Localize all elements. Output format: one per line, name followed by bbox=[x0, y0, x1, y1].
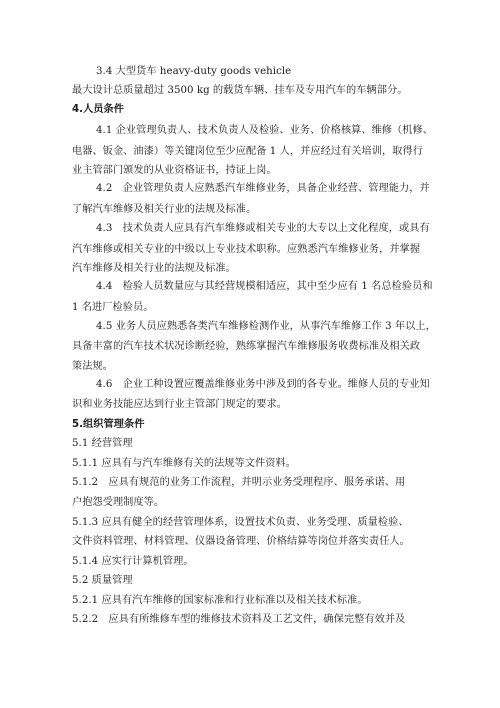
clause-4-5-cont: 具备丰富的汽车技术状况诊断经验，熟练掌握汽车维修服务收费标准及相关政 bbox=[72, 341, 421, 352]
clause-4-4: 4.4 检验人员数量应与其经营规模相适应，其中至少应有 1 名总检验员和 bbox=[96, 281, 433, 292]
clause-5-1-4: 5.1.4 应实行计算机管理。 bbox=[72, 556, 194, 567]
clause-4-6: 4.6 企业工种设置应覆盖维修业务中涉及到的各专业。维修人员的专业知 bbox=[96, 379, 430, 390]
term-3-4-title: 3.4 大型货车 heavy-duty goods vehicle bbox=[96, 66, 292, 77]
clause-5-1-1: 5.1.1 应具有与汽车维修有关的法规等文件资料。 bbox=[72, 458, 296, 469]
clause-4-1-cont: 业主管部门颁发的从业资格证书，持证上岗。 bbox=[72, 165, 277, 176]
clause-4-5-cont: 策法规。 bbox=[72, 361, 113, 372]
clause-5-1-2-cont: 户抱怨受理制度等。 bbox=[72, 497, 165, 508]
section-4-heading: 4.人员条件 bbox=[72, 104, 125, 115]
clause-4-2-cont: 了解汽车维修及相关行业的法规及标准。 bbox=[72, 204, 257, 215]
clause-4-3-cont: 汽车维修或相关专业的中级以上专业技术职称。应熟悉汽车维修业务，并掌握 bbox=[72, 244, 421, 255]
clause-4-3-cont: 汽车维修及相关行业的法规及标准。 bbox=[72, 263, 236, 274]
clause-5-2-1: 5.2.1 应具有汽车维修的国家标准和行业标准以及相关技术标准。 bbox=[72, 595, 368, 606]
clause-5-1-2: 5.1.2 应具有规范的业务工作流程，并明示业务受理程序、服务承诺、用 bbox=[72, 477, 406, 488]
clause-5-1-3: 5.1.3 应具有健全的经营管理体系，设置技术负责、业务受理、质量检验、 bbox=[72, 517, 409, 528]
clause-5-2-2: 5.2.2 应具有所维修车型的维修技术资料及工艺文件，确保完整有效并及 bbox=[72, 614, 406, 625]
clause-4-4-cont: 1 名进厂检验员。 bbox=[72, 302, 154, 313]
subsection-5-1: 5.1 经营管理 bbox=[72, 438, 133, 449]
clause-4-1: 4.1 企业管理负责人、技术负责人及检验、业务、价格核算、维修（机修、 bbox=[96, 125, 433, 136]
clause-4-2: 4.2 企业管理负责人应熟悉汽车维修业务，具备企业经营、管理能力，并 bbox=[96, 183, 430, 194]
clause-4-6-cont: 识和业务技能应达到行业主管部门规定的要求。 bbox=[72, 399, 287, 410]
clause-5-1-3-cont: 文件资料管理、材料管理、仪器设备管理、价格结算等岗位并落实责任人。 bbox=[72, 536, 410, 547]
term-3-4-definition: 最大设计总质量超过 3500 kg 的载货车辆、挂车及专用汽车的车辆部分。 bbox=[72, 85, 408, 96]
clause-4-3: 4.3 技术负责人应具有汽车维修或相关专业的大专以上文化程度，或具有 bbox=[96, 223, 430, 234]
subsection-5-2: 5.2 质量管理 bbox=[72, 575, 133, 586]
section-5-heading: 5.组织管理条件 bbox=[72, 419, 145, 430]
clause-4-1-cont: 电器、钣金、油漆）等关键岗位至少应配备 1 人，并应经过有关培训，取得行 bbox=[72, 146, 423, 157]
clause-4-5: 4.5 业务人员应熟悉各类汽车维修检测作业，从事汽车维修工作 3 年以上， bbox=[96, 321, 436, 332]
